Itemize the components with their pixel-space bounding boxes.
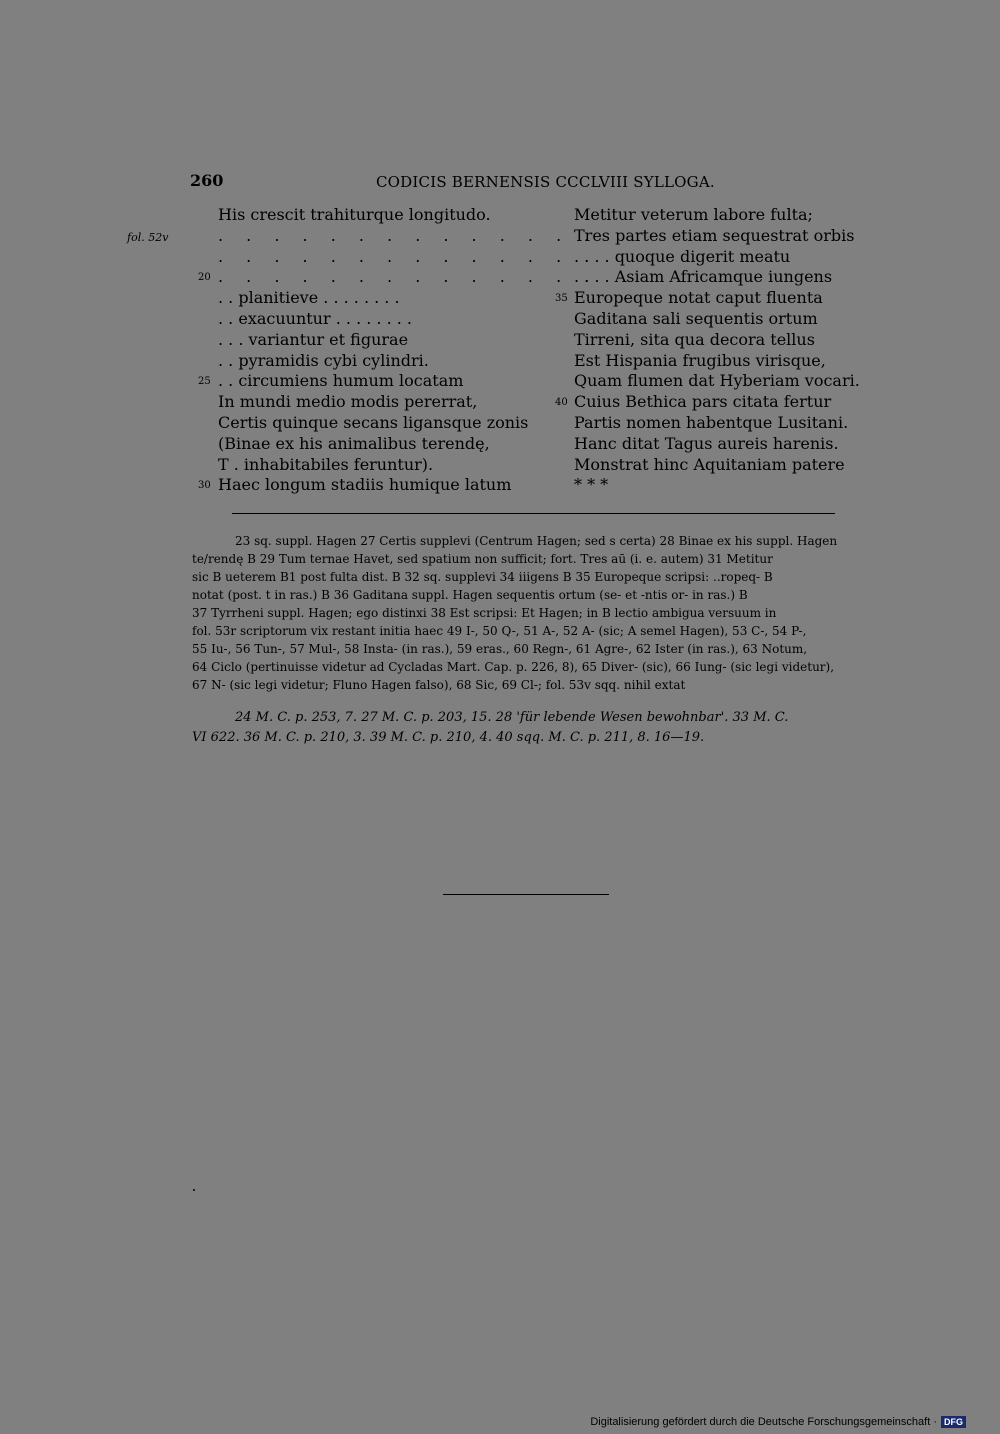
text-rule (232, 513, 835, 514)
line-number: 20 (198, 272, 211, 284)
apparatus-line: 64 Ciclo (pertinuisse videtur ad Cycladas Mart. Cap. p. 226, 8), 65 Diver- (sic), 66 Iung- (sic legi videtur), (192, 660, 835, 674)
page-number: 260 (190, 171, 224, 190)
poem-line: . . . . . . . . . . . . . . (218, 267, 599, 287)
poem-line: Est Hispania frugibus virisque, (574, 350, 826, 370)
line-number: 30 (198, 480, 211, 492)
poem-line: . . . . Asiam Africamque iungens (574, 267, 833, 287)
poem-line: Europeque notat caput fluenta (574, 288, 823, 308)
poem-line: Gaditana sali sequentis ortum (574, 309, 818, 328)
poem-line: . . circumiens humum locatam (218, 371, 464, 391)
line-number: 25 (198, 376, 211, 388)
apparatus-line: te/rendę B 29 Tum ternae Havet, sed spatium non sufficit; fort. Tres aū (i. e. autem) 31 Metitur (192, 552, 773, 566)
poem-line: Monstrat hinc Aquitaniam patere (574, 454, 845, 474)
apparatus-line: 67 N- (sic legi videtur; Fluno Hagen falso), 68 Sic, 69 Cl-; fol. 53v sqq. nihil extat (192, 678, 686, 692)
line-number: 40 (555, 397, 568, 409)
poem-line: Haec longum stadiis humique latum (218, 475, 512, 495)
poem-line: . . . . quoque digerit meatu (574, 246, 791, 266)
apparatus-line: sic B ueterem B1 post fulta dist. B 32 sq. supplevi 34 iiigens B 35 Europeque scripsi: ..ropeq- B (192, 570, 773, 584)
poem-line: . . exacuuntur . . . . . . . . (218, 309, 413, 328)
footer-credit (590, 1416, 966, 1428)
apparatus-line: 55 Iu-, 56 Tun-, 57 Mul-, 58 Insta- (in ras.), 59 eras., 60 Regn-, 61 Agre-, 62 Ister (in ras.), 63 Notum, (192, 642, 808, 656)
poem-line: . . . variantur et figurae (218, 329, 409, 349)
poem-line: Certis quinque secans ligansque zonis (218, 413, 529, 432)
poem-line: . . . . . . . . . . . . . . (218, 246, 599, 266)
reference-line: VI 622. 36 M. C. p. 210, 3. 39 M. C. p. 210, 4. 40 sqq. M. C. p. 211, 8. 16—19. (192, 730, 705, 745)
line-number: 35 (555, 293, 568, 305)
poem-line: Quam flumen dat Hyberiam vocari. (574, 371, 860, 391)
running-title: CODICIS BERNENSIS CCCLVIII SYLLOGA. (376, 173, 715, 191)
end-rule (443, 894, 609, 895)
apparatus-line: 23 sq. suppl. Hagen 27 Certis supplevi (Centrum Hagen; sed s certa) 28 Binae ex his suppl. Hagen (235, 534, 838, 548)
poem-line: Partis nomen habentque Lusitani. (574, 413, 849, 432)
credit-text: Digitalisierung gefördert durch die Deutsche Forschungsgemeinschaft · (590, 1416, 937, 1428)
stray-mark (193, 1189, 195, 1191)
apparatus-line: fol. 53r scriptorum vix restant initia haec 49 I-, 50 Q-, 51 A-, 52 A- (sic; A semel Hagen), 53 C-, 54 P-, (192, 624, 807, 638)
poem-line: . . planitieve . . . . . . . . (218, 288, 400, 308)
reference-line: 24 M. C. p. 253, 7. 27 M. C. p. 203, 15. 28 'für lebende Wesen bewohnbar'. 33 M. C. (235, 710, 789, 725)
poem-line: Cuius Bethica pars citata fertur (574, 392, 832, 412)
margin-folio: fol. 52v (127, 231, 169, 244)
source-references (192, 708, 864, 748)
poem-line: His crescit trahiturque longitudo. (218, 205, 491, 224)
apparatus-line: notat (post. t in ras.) B 36 Gaditana suppl. Hagen sequentis ortum (se- et -ntis or- in ras.) B (192, 588, 748, 602)
poem-line: Metitur veterum labore fulta; (574, 205, 813, 224)
dfg-logo: DFG (941, 1416, 966, 1428)
poem-line: Tirreni, sita qua decora tellus (574, 329, 815, 349)
poem-line: . . . . . . . . . . . . . . (218, 225, 599, 245)
poem-line: Hanc ditat Tagus aureis harenis. (574, 433, 839, 453)
poem-line: Tres partes etiam sequestrat orbis (574, 225, 855, 245)
poem-line: T . inhabitabiles feruntur). (218, 454, 434, 474)
poem-line: * * * (574, 475, 609, 495)
poem-line: In mundi medio modis pererrat, (218, 392, 478, 412)
apparatus-line: 37 Tyrrheni suppl. Hagen; ego distinxi 38 Est scripsi: Et Hagen; in B lectio ambigua versuum in (192, 606, 777, 620)
apparatus-criticus (192, 532, 864, 694)
poem-line: . . pyramidis cybi cylindri. (218, 350, 429, 370)
poem-line: (Binae ex his animalibus terendę, (218, 433, 490, 453)
